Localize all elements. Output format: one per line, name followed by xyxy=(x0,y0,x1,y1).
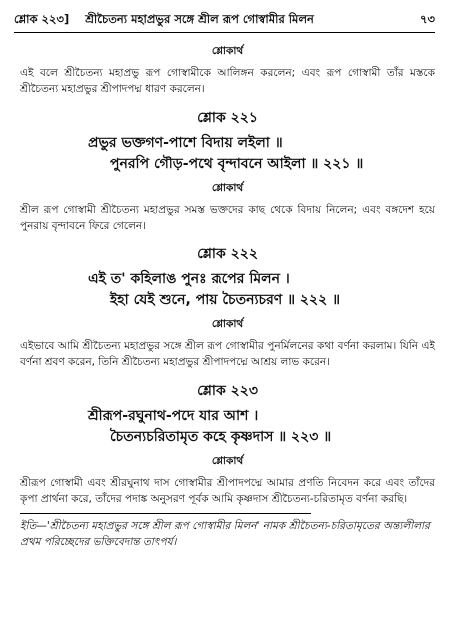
translation-text: এই বলে শ্রীচৈতন্য মহাপ্রভু রূপ গোস্বামীকে আলিঙ্গন করলেন; এবং রূপ গোস্বামী তাঁর মস্তকে শ্রীচৈতন্য মহাপ্রভুর শ্রীপাদপদ্ম ধারণ করলেন। xyxy=(20,67,435,96)
verse-line-1: শ্রীরূপ-রঘুনাথ-পদে যার আশ । xyxy=(88,407,259,424)
verse-number: শ্লোক ২২১ xyxy=(197,109,258,126)
translation-heading: শ্লোকার্থ xyxy=(211,45,244,57)
colophon-divider xyxy=(20,513,311,514)
translation-text: শ্রীরূপ গোস্বামী এবং শ্রীরঘুনাথ দাস গোস্বামীর শ্রীপাদপদ্মে আমার প্রণতি নিবেদন করে এবং তাঁদের কৃপা প্রার্থনা করে, তাঁদের পদাঙ্ক অনুসরণ পূর্বক আমি কৃষ্ণদাস শ্রীচৈতন্য-চরিতামৃত বর্ণনা করছি। xyxy=(20,476,435,505)
verse-line-2: পুনরপি গৌড়-পথে বৃন্দাবনে আইলা ॥ ২২১ ॥ xyxy=(110,155,364,172)
translation-text: এইভাবে আমি শ্রীচৈতন্য মহাপ্রভুর সঙ্গে শ্রীল রূপ গোস্বামীর পুনর্মিলনের কথা বর্ণনা করলাম। যিনি এই বর্ণনা শ্রবণ করেন, তিনি শ্রীচৈতন্য মহাপ্রভুর শ্রীপাদপদ্মে আশ্রয় লাভ করেন। xyxy=(20,340,435,369)
translation-section xyxy=(20,44,435,98)
translation-text: শ্রীল রূপ গোস্বামী শ্রীচৈতন্য মহাপ্রভুর সমস্ত ভক্তদের কাছ থেকে বিদায় নিলেন; এবং বঙ্গদেশ হয়ে পুনরায় বৃন্দাবনে ফিরে গেলেন। xyxy=(20,203,435,232)
chapter-colophon: ইতি—'শ্রীচৈতন্য মহাপ্রভুর সঙ্গে শ্রীল রূপ গোস্বামীর মিলন' নামক শ্রীচৈতন্য-চরিতামৃতের অন্ত্যলীলার প্রথম পরিচ্ছেদের ভক্তিবেদান্ত তাৎপর্য। xyxy=(20,520,430,549)
header-left xyxy=(14,11,314,30)
verse-text xyxy=(20,133,435,175)
translation-heading: শ্লোকার্থ xyxy=(211,318,244,331)
verse-line-1: প্রভুর ভক্তগণ-পাশে বিদায় লইলা ॥ xyxy=(88,134,283,151)
verse-number: শ্লোক ২২৩ xyxy=(197,382,258,399)
verse-line-2: চৈতন্যচরিতামৃত কহে কৃষ্ণদাস ॥ ২২৩ ॥ xyxy=(110,428,332,445)
verse-reference: শ্লোক ২২৩] xyxy=(14,11,70,26)
verse-section-222 xyxy=(20,242,435,371)
translation-heading: শ্লোকার্থ xyxy=(211,454,244,467)
verse-text xyxy=(20,406,435,448)
verse-section-223 xyxy=(20,379,435,508)
page-number: ৭৩ xyxy=(420,11,435,26)
page-body xyxy=(20,38,435,551)
translation-heading: শ্লোকার্থ xyxy=(211,181,244,194)
verse-section-221 xyxy=(20,106,435,235)
header-rule xyxy=(14,32,435,33)
chapter-title: শ্রীচৈতন্য মহাপ্রভুর সঙ্গে শ্রীল রূপ গোস্বামীর মিলন xyxy=(85,11,314,26)
verse-text xyxy=(20,269,435,311)
verse-line-2: ইহা যেই শুনে, পায় চৈতন্যচরণ ॥ ২২২ ॥ xyxy=(110,292,341,309)
running-header xyxy=(14,10,435,30)
verse-line-1: এই ত' কহিলাঙ পুনঃ রূপের মিলন । xyxy=(88,271,290,288)
verse-number: শ্লোক ২২২ xyxy=(197,246,258,263)
